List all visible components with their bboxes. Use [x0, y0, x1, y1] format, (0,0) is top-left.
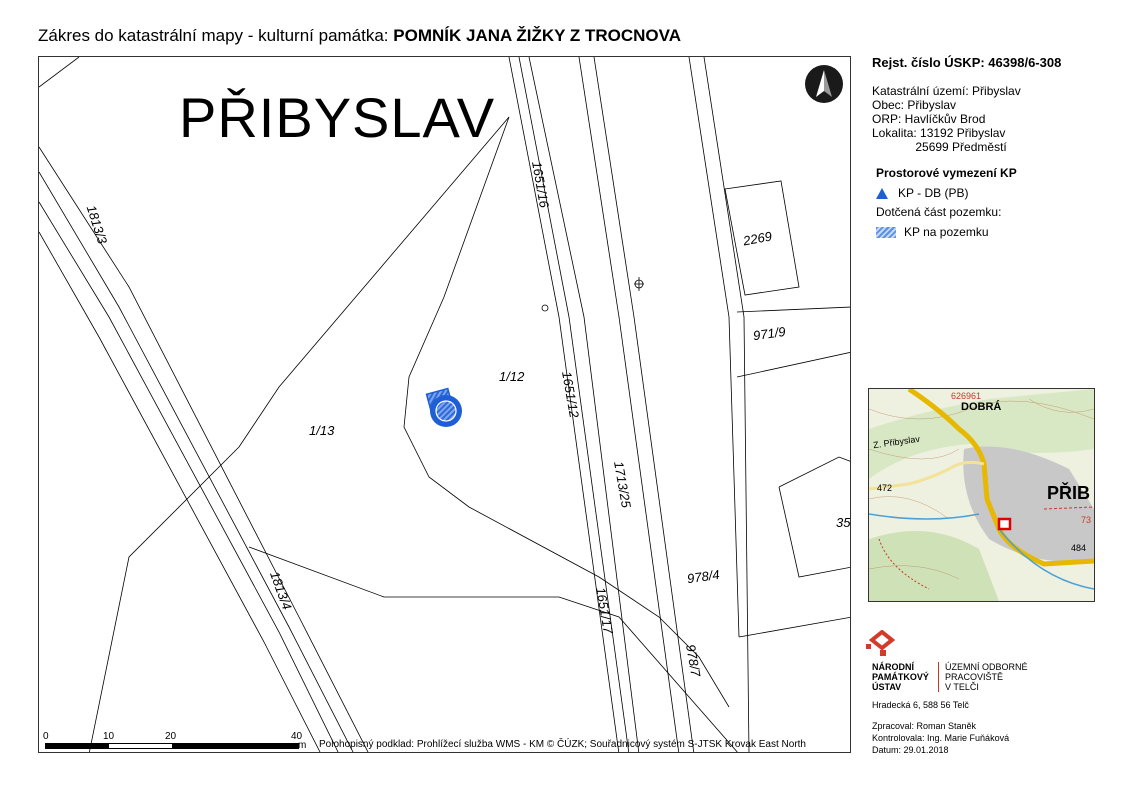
scale-tick: 10 — [103, 731, 115, 742]
inset-label: Z. Přibyslav — [872, 433, 921, 451]
scale-unit: m — [298, 740, 307, 751]
scale-tick: 0 — [43, 731, 49, 742]
hatch-swatch-icon — [876, 227, 896, 238]
monument-name: POMNÍK JANA ŽIŽKY Z TROCNOVA — [393, 26, 682, 45]
legend-area — [876, 225, 1112, 239]
parcel-label: 978/7 — [683, 643, 704, 678]
parcel-label: 2269 — [741, 228, 774, 249]
credits — [872, 720, 1009, 756]
inset-label: 484 — [1071, 543, 1087, 553]
credit-line: Kontrolovala: Ing. Marie Fuňáková — [872, 733, 1010, 743]
info-line: 25699 Předměstí — [872, 140, 1007, 154]
triangle-icon — [876, 188, 888, 199]
map-title — [38, 26, 681, 46]
inset-label: 626961 — [951, 391, 982, 401]
town-label: PŘIBYSLAV — [179, 86, 496, 149]
parcel-label: 1813/4 — [267, 569, 295, 612]
scale-bar — [45, 743, 299, 749]
parcel-label: 1651/12 — [559, 370, 582, 419]
locator-map[interactable] — [868, 388, 1095, 602]
legend-point — [876, 186, 1112, 200]
organization-logo — [872, 630, 1028, 692]
parcel-label: 35 — [836, 515, 851, 530]
parcel-label: 1/13 — [309, 423, 335, 438]
inset-label: 472 — [877, 483, 893, 493]
parcel-label: 971/9 — [752, 323, 787, 344]
org-address: Hradecká 6, 588 56 Telč — [872, 700, 969, 710]
parcel-label: 1813/3 — [83, 203, 111, 246]
parcel-lines — [39, 57, 851, 753]
legend-title: Prostorové vymezení KP — [876, 166, 1017, 180]
inset-label: DOBRÁ — [961, 401, 1002, 413]
cadastral-info — [872, 84, 1112, 154]
parcel-label: 1651/16 — [529, 160, 552, 209]
org-name: NÁRODNÍ PAMÁTKOVÝ ÚSTAV — [872, 662, 939, 692]
scale-tick: 20 — [165, 731, 177, 742]
inset-label: 73 — [1081, 515, 1092, 525]
info-panel — [872, 56, 1112, 244]
data-source: Polohopisný podklad: Prohlížecí služba WMS - KM © ČÚZK; Souřadnicový systém S-JTSK Krovak East North — [319, 739, 806, 750]
org-office: ÚZEMNÍ ODBORNÉ PRACOVIŠTĚ V TELČI — [945, 662, 1028, 692]
parcel-label: 1713/25 — [611, 460, 634, 509]
legend-area-label: KP na pozemku — [904, 225, 989, 239]
legend-point-label: KP - DB (PB) — [898, 186, 969, 200]
info-line: ORP: Havlíčkův Brod — [872, 112, 986, 126]
credit-line: Zpracoval: Roman Staněk — [872, 721, 977, 731]
npu-logo-icon — [862, 630, 900, 658]
inset-label: PŘIB — [1047, 483, 1091, 503]
parcel-label: 978/4 — [686, 566, 721, 587]
cadastral-map[interactable] — [38, 56, 851, 753]
north-arrow-icon — [805, 65, 843, 103]
info-line: Lokalita: 13192 Přibyslav — [872, 126, 1006, 140]
title-prefix: Zákres do katastrální mapy - kulturní památka: — [38, 26, 394, 45]
scale-tick: 40 — [291, 731, 303, 742]
parcel-label: 1/12 — [499, 369, 525, 384]
registry-number: Rejst. číslo ÚSKP: 46398/6-308 — [872, 55, 1062, 70]
credit-line: Datum: 29.01.2018 — [872, 745, 949, 755]
info-line: Obec: Přibyslav — [872, 98, 957, 112]
legend-subtitle: Dotčená část pozemku: — [876, 205, 1002, 219]
info-line: Katastrální území: Přibyslav — [872, 84, 1021, 98]
parcel-label: 1651/17 — [593, 586, 616, 635]
